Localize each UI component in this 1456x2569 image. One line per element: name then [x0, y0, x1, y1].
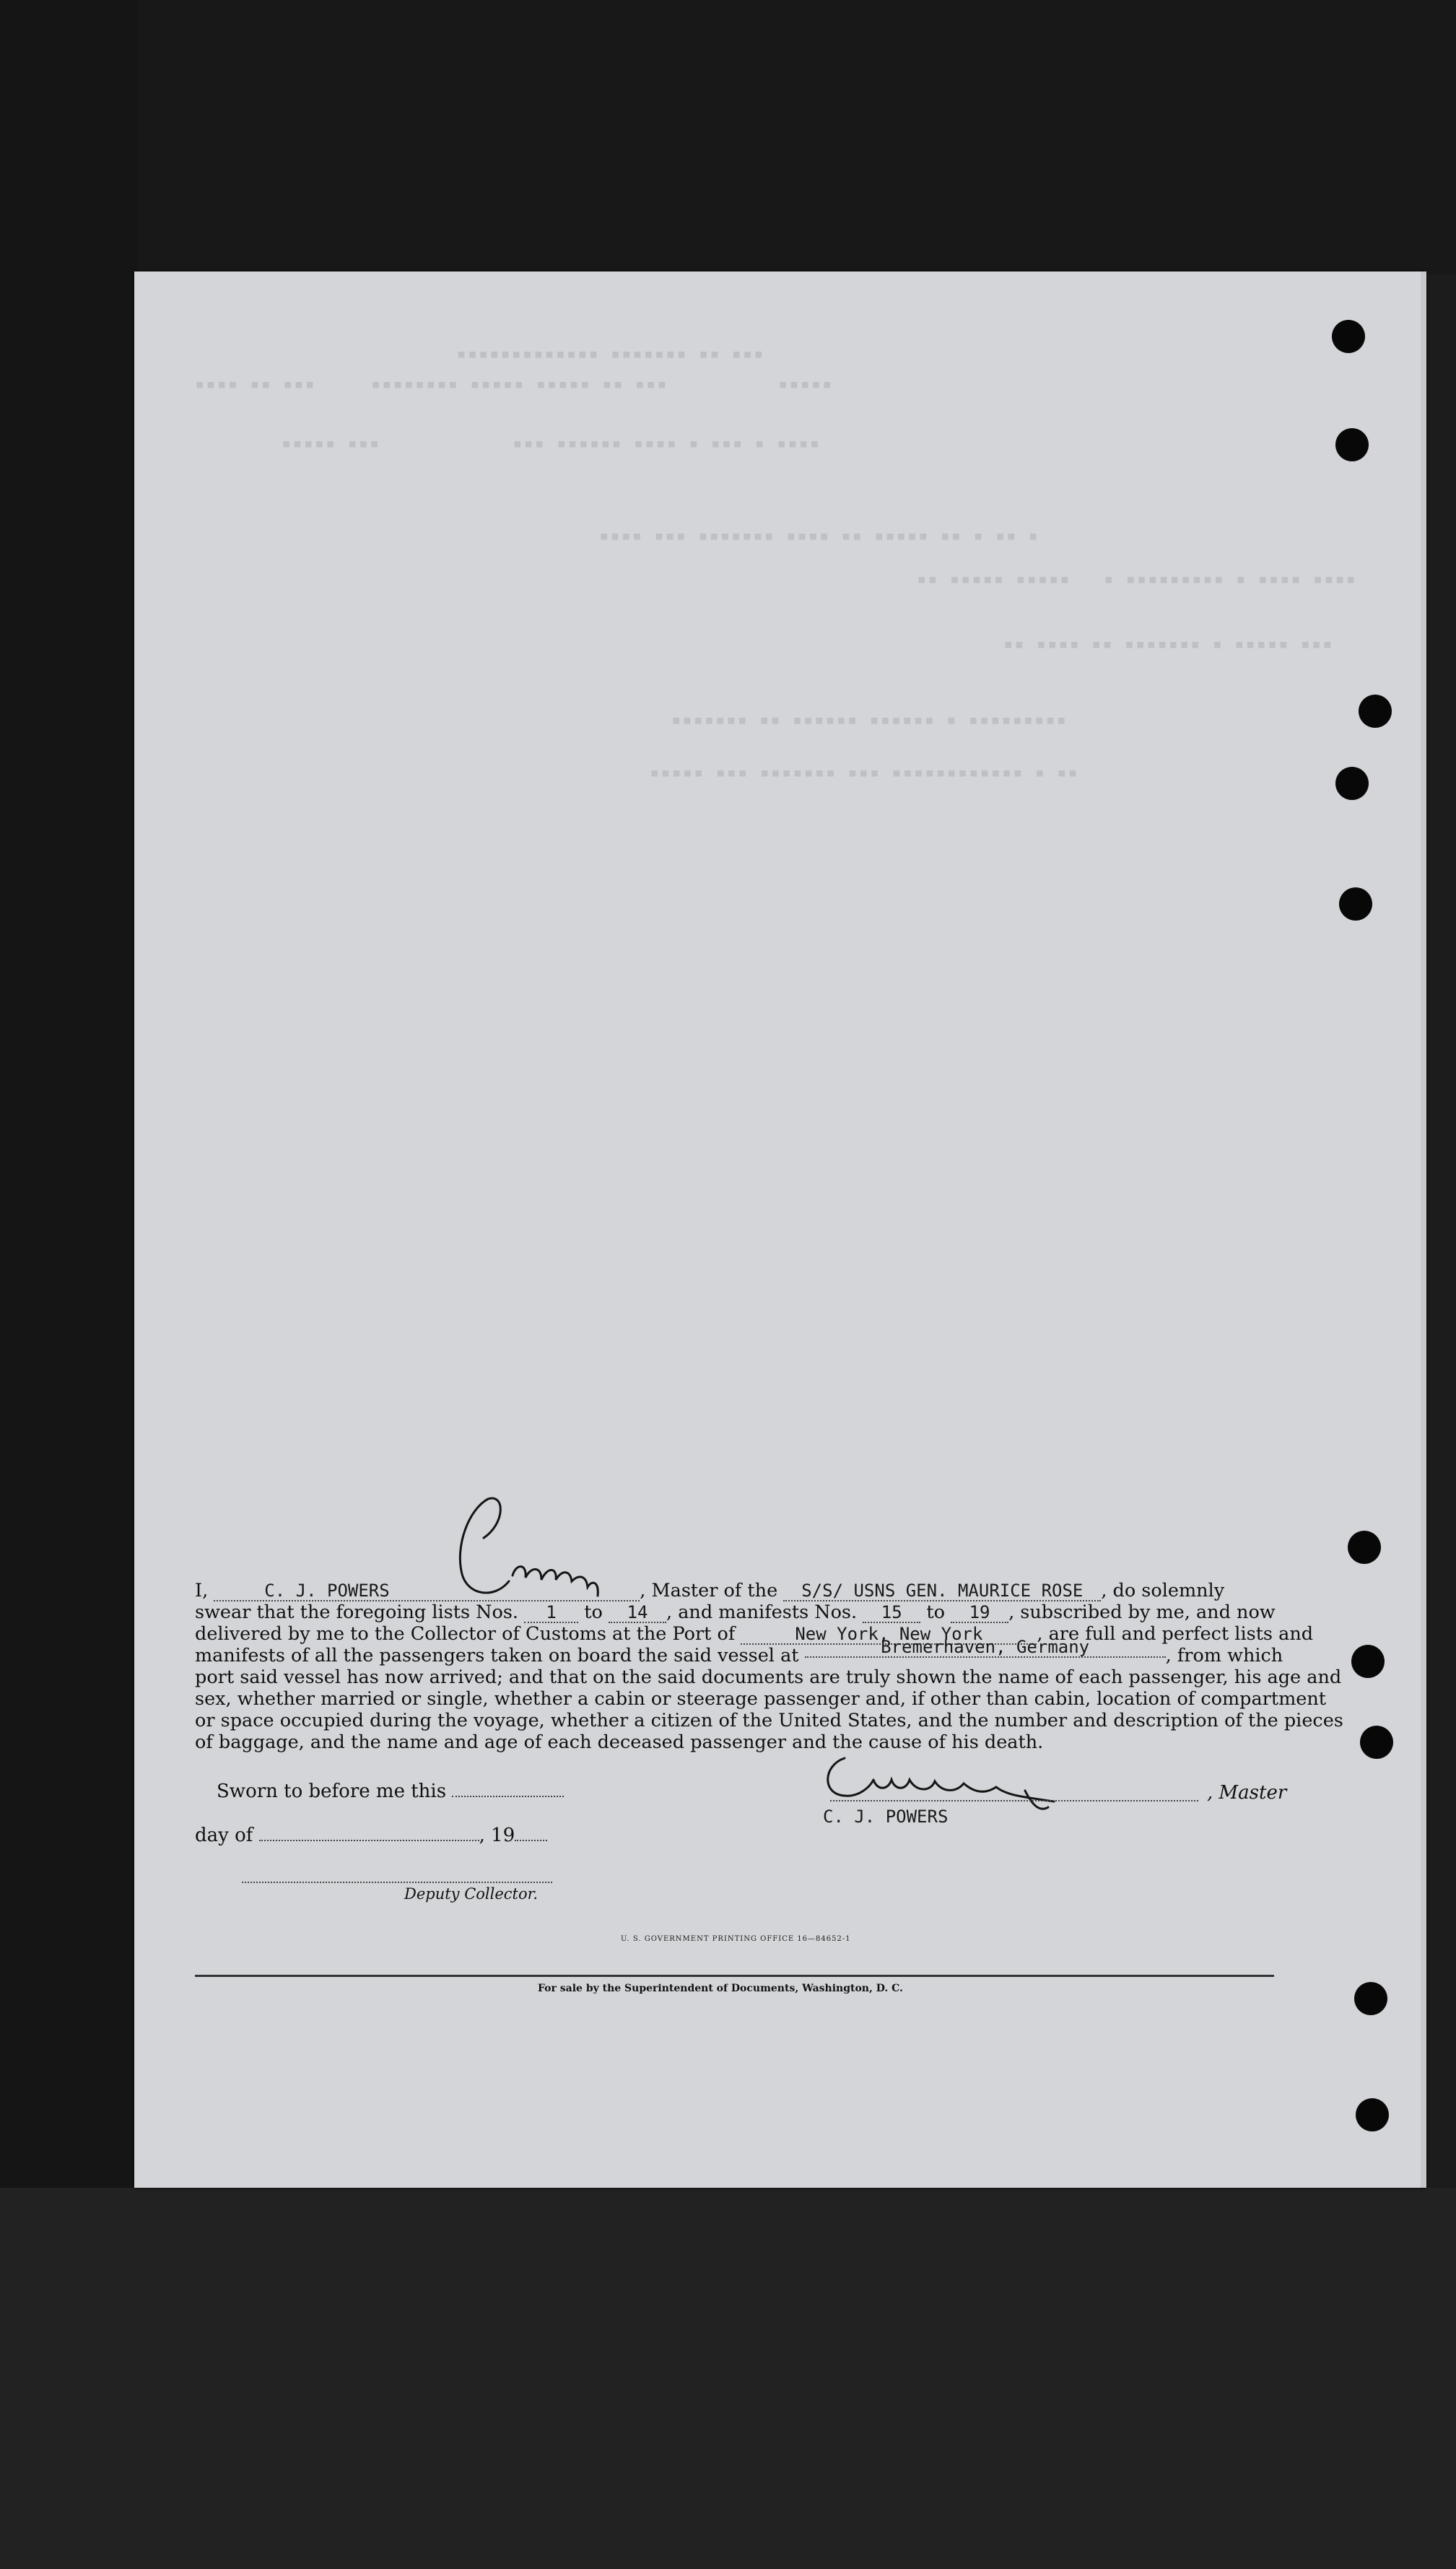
page-edge	[1421, 271, 1426, 2188]
oath-line-7: or space occupied during the voyage, whether a citizen of the United States, and the number and description of the pieces	[195, 1710, 1343, 1731]
oath-and-manifests: , and manifests Nos.	[666, 1601, 858, 1623]
oath-line-1	[195, 1580, 1274, 1601]
oath-paragraph	[195, 1580, 1343, 1753]
oath-line-8: of baggage, and the name and age of each deceased passenger and the cause of his death.	[195, 1731, 1044, 1753]
punch-hole-icon	[1335, 428, 1369, 461]
footer-rule	[195, 1975, 1274, 1977]
sworn-date-field	[452, 1796, 564, 1797]
vessel-prefix: S/S/	[801, 1581, 844, 1601]
oath-line-2	[195, 1601, 1274, 1623]
oath-i-label: I,	[195, 1580, 209, 1601]
scan-background-left	[0, 0, 137, 2569]
punch-hole-icon	[1356, 2098, 1389, 2131]
punch-hole-icon	[1359, 695, 1392, 728]
bleed-through-text: ▪▪▪▪▪▪▪ ▪▪ ▪▪▪▪▪▪ ▪▪▪▪▪▪ ▪ ▪▪▪▪▪▪▪▪▪	[671, 711, 1068, 729]
year-field	[515, 1840, 547, 1841]
vessel-field	[783, 1581, 1101, 1601]
master-typed-name: C. J. POWERS	[823, 1807, 949, 1827]
sworn-text: Sworn to before me this	[217, 1781, 447, 1802]
oath-do-solemnly: , do solemnly	[1101, 1580, 1225, 1601]
bleed-through-text: ▪▪ ▪▪▪▪▪ ▪▪▪▪▪ ▪ ▪▪▪▪▪▪▪▪▪ ▪ ▪▪▪▪ ▪▪▪▪	[917, 570, 1357, 588]
master-name-field: C. J. POWERS	[214, 1581, 640, 1601]
bleed-through-text: ▪▪▪▪▪ ▪▪▪ ▪▪▪▪▪▪▪ ▪▪▪ ▪▪▪▪▪▪▪▪▪▪▪▪ ▪ ▪▪	[650, 764, 1079, 782]
oath-line-4	[195, 1637, 1283, 1666]
vessel-name: USNS GEN. MAURICE ROSE	[853, 1581, 1084, 1601]
port-field: New York, New York	[741, 1625, 1037, 1645]
deputy-collector-label: Deputy Collector.	[404, 1885, 539, 1903]
bleed-through-text: ▪▪▪▪ ▪▪ ▪▪▪ ▪▪▪▪▪▪▪▪ ▪▪▪▪▪ ▪▪▪▪▪ ▪▪ ▪▪▪ ▪▪▪▪▪	[195, 375, 834, 394]
oath-manifests-text: manifests of all the passengers taken on board the said vessel at	[195, 1645, 799, 1666]
punch-hole-icon	[1335, 767, 1369, 800]
lists-from-field: 1	[524, 1603, 578, 1623]
punch-hole-icon	[1354, 1982, 1387, 2015]
manifests-to-field: 19	[951, 1603, 1008, 1623]
punch-hole-icon	[1348, 1531, 1381, 1564]
for-sale-notice: For sale by the Superintendent of Documents, Washington, D. C.	[538, 1983, 903, 1994]
oath-line-5: port said vessel has now arrived; and that on the said documents are truly shown the name of each passenger, his age and	[195, 1666, 1342, 1688]
punch-hole-icon	[1360, 1726, 1393, 1759]
punch-hole-icon	[1339, 887, 1372, 921]
manifests-from-field: 15	[863, 1603, 920, 1623]
deputy-signature-line	[242, 1882, 552, 1883]
oath-to-2: to	[926, 1601, 945, 1623]
day-of-field	[259, 1840, 479, 1841]
bleed-through-text: ▪▪▪▪▪▪▪▪▪▪▪▪▪ ▪▪▪▪▪▪▪ ▪▪ ▪▪▪	[346, 345, 765, 363]
handwritten-signature-icon	[426, 1495, 614, 1617]
day-of-text: day of	[195, 1825, 253, 1846]
oath-are-full: , are full and perfect lists and	[1037, 1623, 1314, 1645]
bleed-through-text: ▪▪▪▪▪ ▪▪▪ ▪▪▪ ▪▪▪▪▪▪ ▪▪▪▪ ▪ ▪▪▪ ▪ ▪▪▪▪	[282, 435, 821, 453]
oath-to-1: to	[584, 1601, 603, 1623]
oath-delivered-text: delivered by me to the Collector of Customs at the Port of	[195, 1623, 736, 1645]
master-label: , Master	[1207, 1782, 1287, 1804]
oath-subscribed: , subscribed by me, and now	[1008, 1601, 1276, 1623]
punch-hole-icon	[1332, 320, 1365, 353]
day-of-row	[195, 1825, 547, 1846]
lists-to-field: 14	[609, 1603, 666, 1623]
master-signature-line	[830, 1800, 1198, 1801]
scan-background-bottom	[0, 2188, 1456, 2569]
document-page	[134, 271, 1426, 2188]
departure-port-field: Bremerhaven, Germany	[805, 1638, 1166, 1658]
bleed-through-text: ▪▪▪▪ ▪▪▪ ▪▪▪▪▪▪▪ ▪▪▪▪ ▪▪ ▪▪▪▪▪ ▪▪ ▪ ▪▪ ▪	[599, 527, 1039, 545]
oath-line-6: sex, whether married or single, whether a cabin or steerage passenger and, if other than cabin, location of compartment	[195, 1688, 1327, 1710]
punch-hole-icon	[1351, 1645, 1385, 1678]
printing-office-line: U. S. GOVERNMENT PRINTING OFFICE 16—84652-1	[621, 1935, 851, 1943]
year-prefix: , 19	[479, 1825, 515, 1846]
scan-background-top	[0, 0, 1456, 274]
oath-from-which: , from which	[1165, 1645, 1283, 1666]
oath-swear-text: swear that the foregoing lists Nos.	[195, 1601, 519, 1623]
oath-master-of-the: , Master of the	[640, 1580, 778, 1601]
bleed-through-text: ▪▪ ▪▪▪▪ ▪▪ ▪▪▪▪▪▪▪ ▪ ▪▪▪▪▪ ▪▪▪	[1003, 635, 1334, 653]
sworn-label	[217, 1781, 564, 1802]
